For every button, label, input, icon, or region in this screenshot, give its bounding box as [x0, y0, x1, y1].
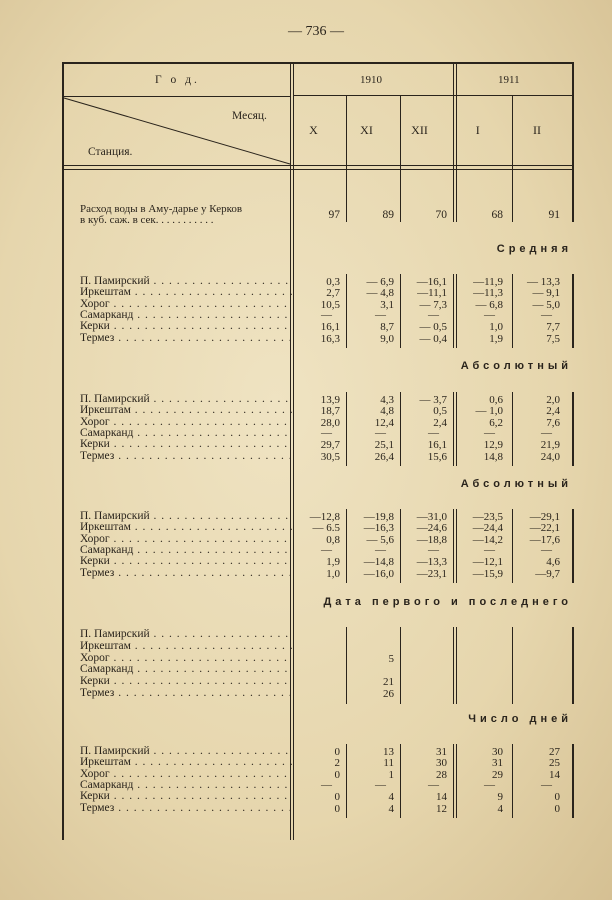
year-col-divider [453, 62, 454, 222]
month-label: Месяц. [232, 110, 267, 122]
cell-value: — [321, 543, 332, 556]
cell-value: 0 [554, 791, 560, 804]
col-rule-right [572, 744, 574, 818]
cell-value: — [428, 308, 439, 321]
station-label: П. Памирский . . . [80, 394, 292, 405]
cell-value: 26 [383, 688, 394, 700]
cell-value: 0,5 [433, 405, 447, 418]
cell-value: 12 [436, 802, 447, 815]
station-label: Иркештам . . . [80, 405, 292, 416]
page-number: — 736 — [288, 24, 344, 39]
station-label: Хорог . . . [80, 653, 292, 664]
cell-value: 4,8 [380, 405, 394, 418]
cell-value: — [541, 426, 552, 439]
cell-value: 7,5 [546, 332, 560, 345]
cell-value: —16,0 [363, 567, 394, 580]
station-label: Иркештам . . . [80, 641, 292, 652]
station-label: Станция. [88, 146, 133, 158]
station-label: Самарканд . . . [80, 664, 292, 675]
cell-value: — [484, 308, 495, 321]
station-label: Самарканд . . . [80, 545, 292, 556]
station-label: Самарканд . . . [80, 310, 292, 321]
cell-value: 2,4 [433, 416, 447, 429]
cell-value: 13 [383, 746, 394, 758]
cell-value: 7,6 [546, 416, 560, 429]
cell-value: 21 [383, 676, 394, 689]
month-header-I: I [475, 123, 480, 137]
col-rule [346, 392, 347, 466]
cell-value: 31 [436, 746, 447, 758]
cell-value: 1,9 [489, 332, 503, 345]
col-rule-double [456, 274, 457, 348]
cell-value: — [375, 778, 386, 791]
station-label: Керки . . . [80, 321, 292, 332]
table-top-border [62, 62, 574, 64]
col-rule [346, 274, 347, 348]
station-label: Иркештам . . . [80, 522, 292, 533]
cell-value: 4,3 [380, 394, 394, 406]
cell-value: 0 [334, 791, 340, 804]
cell-value: 29 [492, 768, 503, 781]
table-left-border [62, 62, 64, 840]
cell-value: —31,0 [416, 511, 447, 523]
cell-value: 28 [436, 768, 447, 781]
cell-value: — [375, 308, 386, 321]
col-rule [346, 744, 347, 818]
cell-value: 2,0 [546, 394, 560, 406]
col-divider [400, 96, 401, 222]
cell-value: — 6,8 [475, 298, 503, 311]
cell-value: 21,9 [540, 439, 560, 452]
cell-value: 26,4 [374, 450, 394, 463]
station-label: Термез . . . [80, 333, 292, 344]
col-rule [400, 392, 401, 466]
cell-value: —11,1 [417, 287, 447, 300]
cell-value: 4 [497, 802, 503, 815]
station-label: Керки . . . [80, 439, 292, 450]
year-1911: 1911 [498, 74, 520, 86]
cell-value: 9 [497, 791, 503, 804]
col-rule-double [456, 627, 457, 704]
col-rule [400, 744, 401, 818]
cell-value: — 7,3 [419, 298, 447, 311]
month-header-X: X [309, 123, 318, 137]
cell-value: 1,0 [326, 567, 340, 580]
cell-value: 16,1 [320, 321, 340, 334]
cell-value: 24,0 [540, 450, 560, 463]
cell-value: 0 [334, 746, 340, 758]
cell-value: 4 [388, 791, 394, 804]
cell-value: 10,5 [320, 298, 340, 311]
cell-value: — [321, 308, 332, 321]
col-rule [512, 627, 513, 704]
cell-value: — [321, 426, 332, 439]
col-divider [512, 96, 513, 222]
month-header-II: II [533, 123, 541, 137]
col-rule-right [572, 509, 574, 583]
cell-value: —24,4 [472, 522, 503, 535]
station-label: Самарканд . . . [80, 780, 292, 791]
station-label: Керки . . . [80, 556, 292, 567]
col-rule [400, 627, 401, 704]
cell-value: 2 [334, 757, 340, 770]
col-rule [512, 392, 513, 466]
col-rule [400, 274, 401, 348]
cell-value: — 5,0 [532, 298, 560, 311]
col-rule [453, 509, 454, 583]
cell-value: — [484, 778, 495, 791]
cell-value: — 6.5 [312, 522, 340, 535]
cell-value: — 3,7 [419, 394, 447, 406]
station-label: Термез . . . [80, 688, 292, 699]
cell-value: 2,4 [546, 405, 560, 418]
cell-value: — 5,6 [366, 533, 394, 546]
cell-value: 0 [554, 802, 560, 815]
cell-value: 14 [436, 791, 447, 804]
col-rule [512, 509, 513, 583]
cell-value: 1,0 [489, 321, 503, 334]
cell-value: 1 [388, 768, 394, 781]
cell-value: — [484, 426, 495, 439]
cell-value: 13,9 [320, 394, 340, 406]
cell-value: 16,3 [320, 332, 340, 345]
year-divider [293, 95, 573, 96]
cell-value: —13,3 [416, 556, 447, 569]
cell-value: 11 [383, 757, 394, 770]
cell-value: —24,6 [416, 522, 447, 535]
station-label: Иркештам . . . [80, 287, 292, 298]
col-rule [453, 392, 454, 466]
cell-value: — 0,4 [419, 332, 447, 345]
station-label: Самарканд . . . [80, 428, 292, 439]
cell-value: — 0,5 [419, 321, 447, 334]
col-rule [346, 627, 347, 704]
cell-value: —16,1 [416, 276, 447, 288]
discharge-value: 70 [435, 209, 447, 221]
cell-value: 30 [436, 757, 447, 770]
cell-value: —15,9 [472, 567, 503, 580]
cell-value: 12,9 [483, 439, 503, 452]
year-1910: 1910 [360, 74, 382, 86]
station-label: Термез . . . [80, 451, 292, 462]
cell-value: —11,9 [473, 276, 503, 288]
discharge-value: 97 [328, 209, 340, 221]
station-label: Керки . . . [80, 791, 292, 802]
cell-value: —23,1 [416, 567, 447, 580]
cell-value: —14,2 [472, 533, 503, 546]
year-col-divider-double [456, 62, 457, 222]
cell-value: —9,7 [535, 567, 560, 580]
col-rule [512, 274, 513, 348]
cell-value: 30 [492, 746, 503, 758]
cell-value: 0,6 [489, 394, 503, 406]
cell-value: 14 [549, 768, 560, 781]
cell-value: 4,6 [546, 556, 560, 569]
month-header-XI: XI [360, 123, 373, 137]
station-label: П. Памирский . . . [80, 746, 292, 757]
cell-value: —12,8 [309, 511, 340, 523]
cell-value: —17,6 [529, 533, 560, 546]
table-right-border [572, 62, 574, 222]
cell-value: — [428, 426, 439, 439]
section-title: Абсолютный [460, 478, 572, 490]
cell-value: —18,8 [416, 533, 447, 546]
cell-value: 18,7 [320, 405, 340, 418]
station-label: Керки . . . [80, 676, 292, 687]
cell-value: 14,8 [483, 450, 503, 463]
col-rule [453, 274, 454, 348]
cell-value: — 4,8 [366, 287, 394, 300]
discharge-value: 91 [548, 209, 560, 221]
station-label: Хорог . . . [80, 299, 292, 310]
cell-value: 7,7 [546, 321, 560, 334]
col-rule [400, 509, 401, 583]
discharge-label: Расход воды в Аму-дарье у Керков [80, 203, 243, 215]
cell-value: 4 [388, 802, 394, 815]
station-label: Хорог . . . [80, 769, 292, 780]
cell-value: —23,5 [472, 511, 503, 523]
col-rule [512, 744, 513, 818]
cell-value: —22,1 [529, 522, 560, 535]
col-rule [453, 744, 454, 818]
cell-value: — [541, 543, 552, 556]
cell-value: — 1,0 [475, 405, 503, 418]
cell-value: — [428, 778, 439, 791]
cell-value: —11,3 [473, 287, 503, 300]
cell-value: 0 [334, 768, 340, 781]
station-label: Хорог . . . [80, 534, 292, 545]
cell-value: 29,7 [320, 439, 340, 452]
cell-value: 1,9 [326, 556, 340, 569]
col-rule-right [572, 627, 574, 704]
station-label: П. Памирский . . . [80, 276, 292, 287]
section-title: Средняя [496, 243, 572, 255]
cell-value: —12,1 [472, 556, 503, 569]
station-label: Термез . . . [80, 568, 292, 579]
cell-value: — [428, 543, 439, 556]
col-rule [453, 627, 454, 704]
section-title: Дата первого и последнего [323, 596, 572, 608]
cell-value: 16,1 [427, 439, 447, 452]
cell-value: 0,8 [326, 533, 340, 546]
cell-value: — [541, 778, 552, 791]
cell-value: —29,1 [529, 511, 560, 523]
col-divider [346, 96, 347, 222]
cell-value: 0,3 [326, 276, 340, 288]
discharge-value: 89 [382, 209, 394, 221]
station-label: Хорог . . . [80, 417, 292, 428]
cell-value: —14,8 [363, 556, 394, 569]
cell-value: 31 [492, 757, 503, 770]
cell-value: — 9,1 [532, 287, 560, 300]
month-header-XII: XII [411, 123, 428, 137]
header-bottom-double [62, 169, 574, 170]
cell-value: —16,3 [363, 522, 394, 535]
cell-value: 0 [334, 802, 340, 815]
cell-value: 25,1 [374, 439, 394, 452]
cell-value: — [484, 543, 495, 556]
cell-value: 15,6 [427, 450, 447, 463]
cell-value: 8,7 [380, 321, 394, 334]
station-label: Термез . . . [80, 803, 292, 814]
station-label: П. Памирский . . . [80, 629, 292, 640]
cell-value: 27 [549, 746, 560, 758]
label-divider-double [293, 62, 294, 840]
col-rule [346, 509, 347, 583]
cell-value: 12,4 [374, 416, 394, 429]
col-rule-double [456, 392, 457, 466]
cell-value: — [375, 543, 386, 556]
cell-value: 25 [549, 757, 560, 770]
section-title: Абсолютный [460, 360, 572, 372]
cell-value: —19,8 [363, 511, 394, 523]
cell-value: 3,1 [380, 298, 394, 311]
cell-value: 9,0 [380, 332, 394, 345]
discharge-value: 68 [491, 209, 503, 221]
year-label: Г о д. [155, 74, 200, 86]
cell-value: — 13,3 [527, 276, 560, 288]
section-title: Число дней [468, 713, 572, 725]
col-rule-right [572, 392, 574, 466]
cell-value: — [541, 308, 552, 321]
col-rule-right [572, 274, 574, 348]
cell-value: — [375, 426, 386, 439]
station-label: П. Памирский . . . [80, 511, 292, 522]
cell-value: 30,5 [320, 450, 340, 463]
discharge-label-2: в куб. саж. в сек. . . . . . . . . . . [80, 214, 214, 226]
cell-value: 28,0 [320, 416, 340, 429]
cell-value: 6,2 [489, 416, 503, 429]
cell-value: — 6,9 [366, 276, 394, 288]
col-rule-double [456, 509, 457, 583]
station-label: Иркештам . . . [80, 757, 292, 768]
col-rule-double [456, 744, 457, 818]
cell-value: 5 [388, 652, 394, 665]
cell-value: — [321, 778, 332, 791]
cell-value: 2,7 [326, 287, 340, 300]
